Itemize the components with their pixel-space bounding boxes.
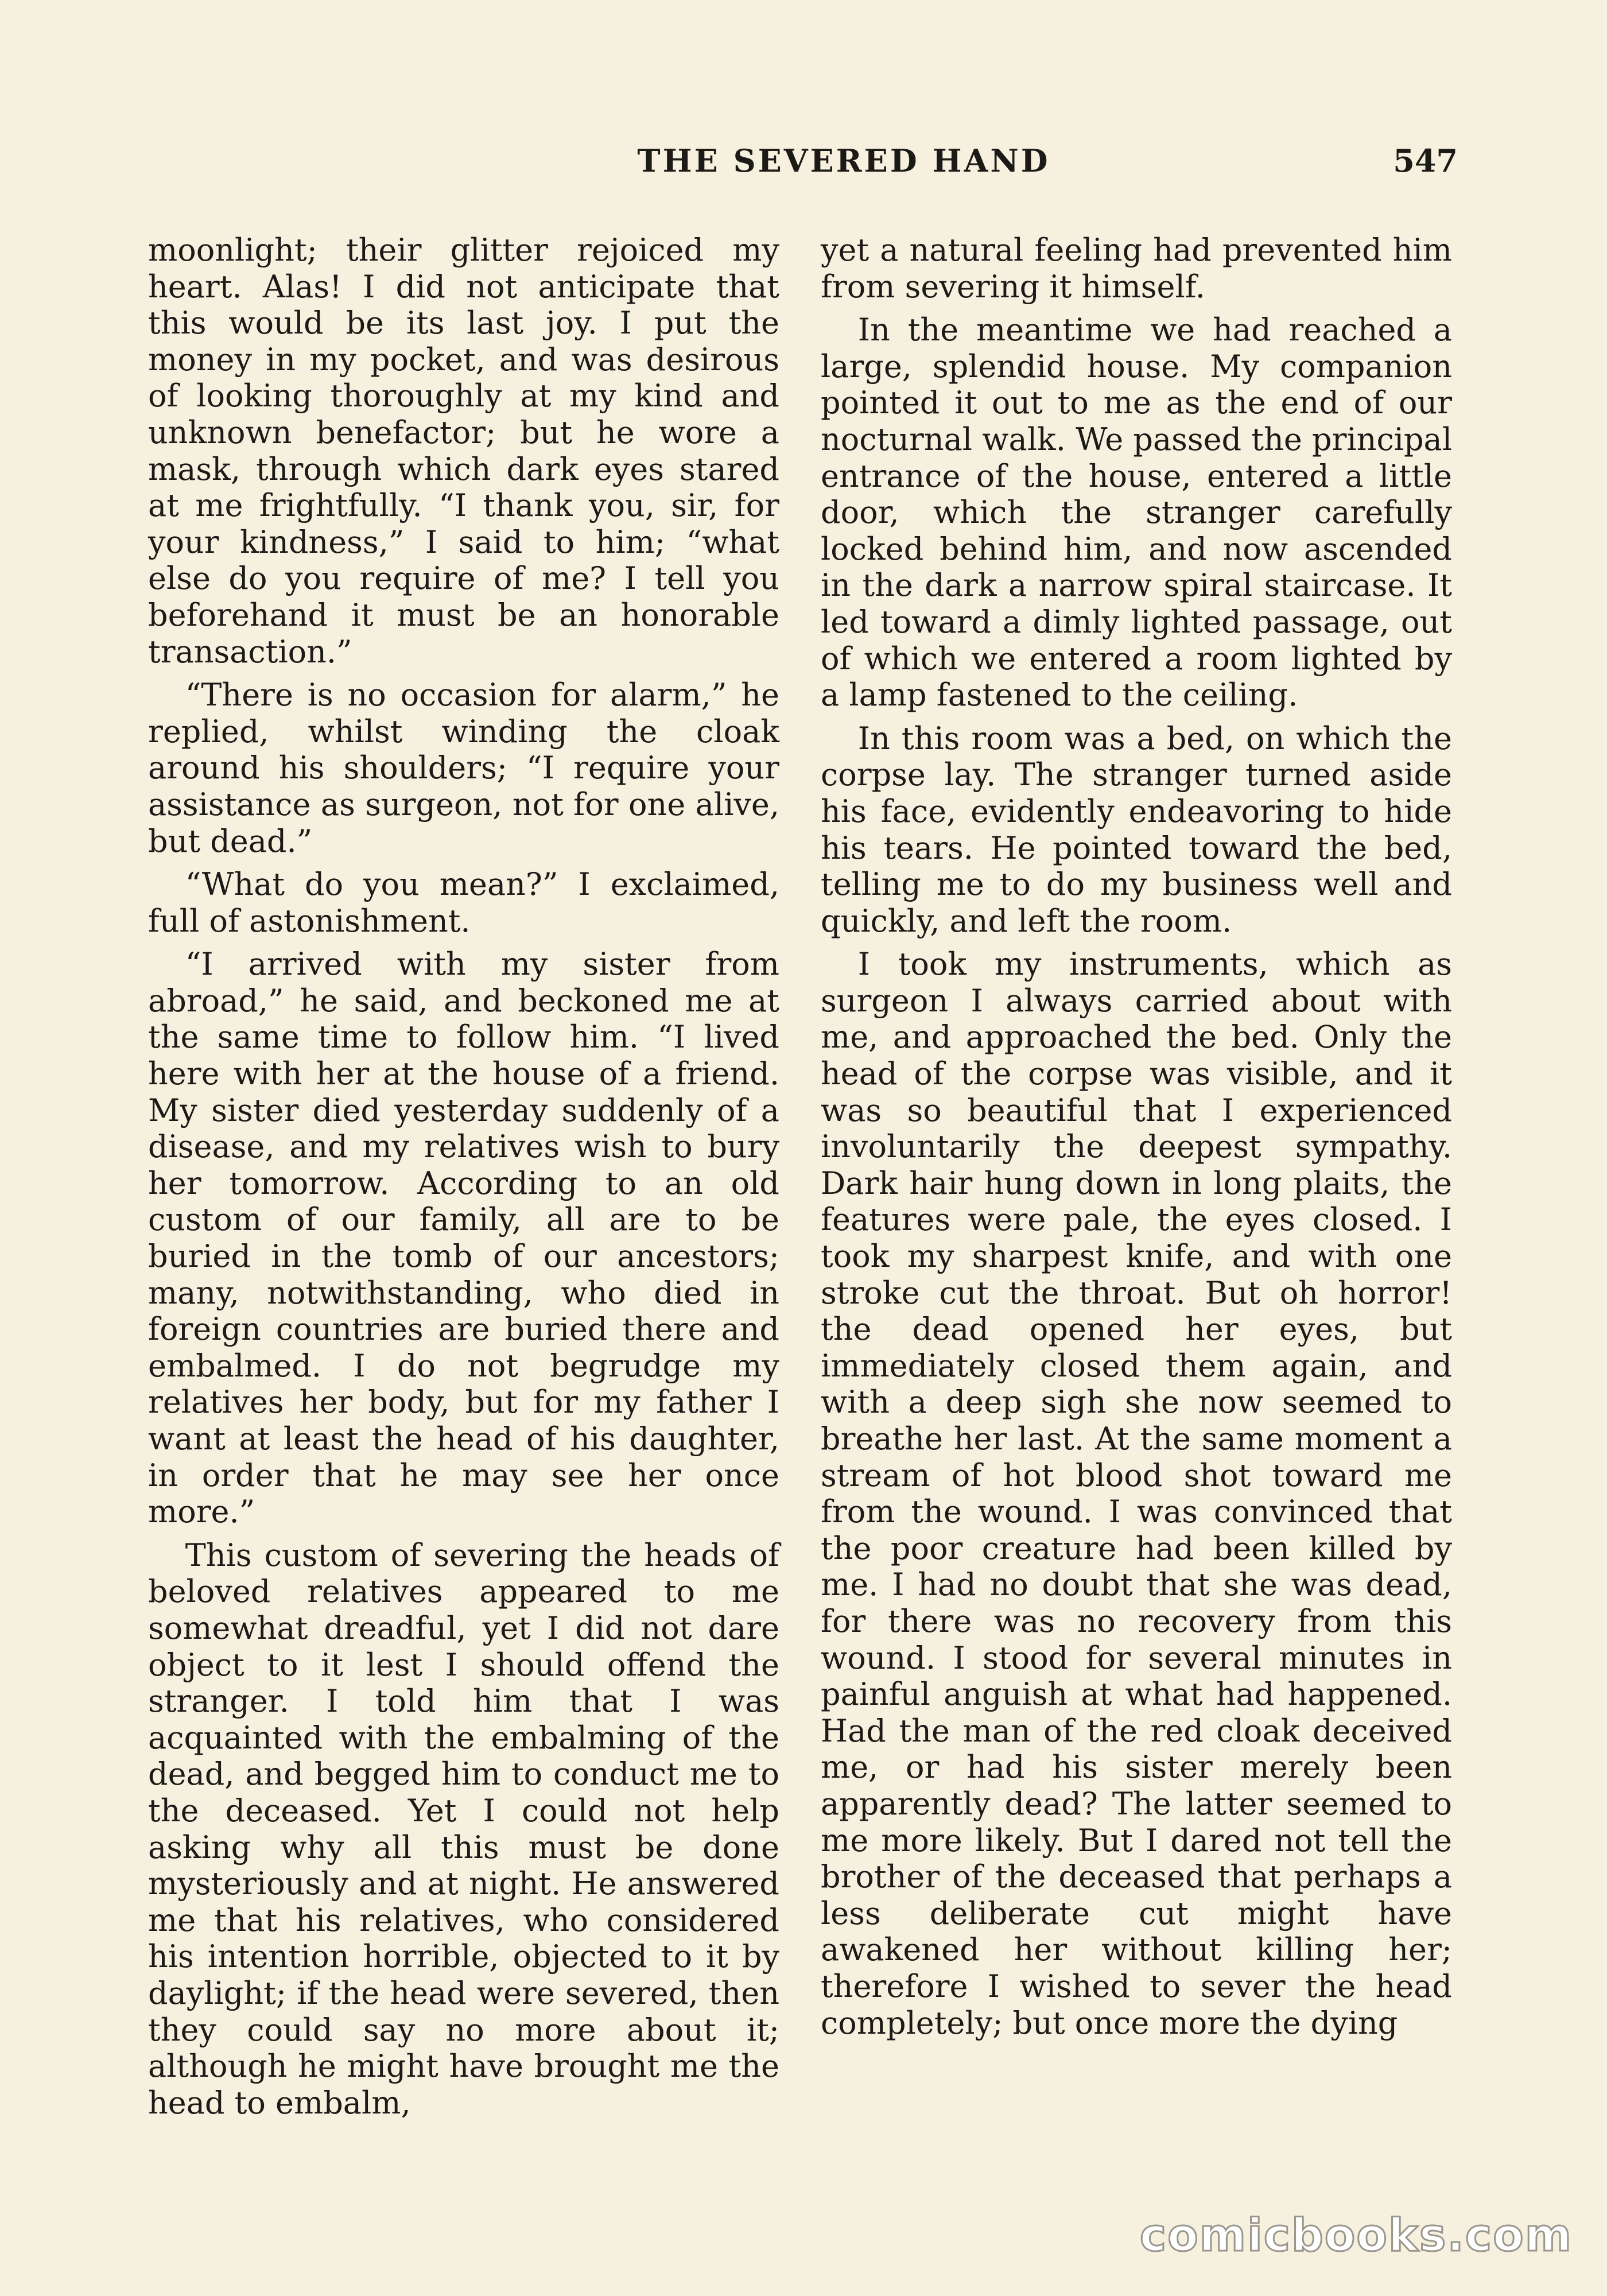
right-column [821,232,1452,2048]
running-title: THE SEVERED HAND [637,142,1050,179]
paragraph: moonlight; their glitter rejoiced my heart. Alas! I did not anticipate that this would be its last joy. I put the money in my pocket, and was desirous of looking thoroughly at my kind and unknown benefactor; but he wore a mask, through which dark eyes stared at me frightfully. “I thank you, sir, for your kindness,” I said to him; “what else do you require of me? I tell you beforehand it must be an honorable transaction.” [148,232,779,670]
paragraph: In the meantime we had reached a large, splendid house. My companion pointed it out to me as the end of our nocturnal walk. We passed the principal entrance of the house, entered a little door, which the stranger carefully locked behind him, and now ascended in the dark a narrow spiral staircase. It led toward a dimly lighted passage, out of which we entered a room lighted by a lamp fastened to the ceiling. [821,312,1452,713]
paragraph: I took my instruments, which as surgeon I always carried about with me, and approached the bed. Only the head of the corpse was visible, and it was so beautiful that I experienced involuntarily the deepest sympathy. Dark hair hung down in long plaits, the features were pale, the eyes closed. I took my sharpest knife, and with one stroke cut the throat. But oh horror! the dead opened her eyes, but immediately closed them again, and with a deep sigh she now seemed to breathe her last. At the same moment a stream of hot blood shot toward me from the wound. I was convinced that the poor creature had been killed by me. I had no doubt that she was dead, for there was no recovery from this wound. I stood for several minutes in painful anguish at what had happened. Had the man of the red cloak deceived me, or had his sister merely been apparently dead? The latter seemed to me more likely. But I dared not tell the brother of the deceased that perhaps a less deliberate cut might have awakened her without killing her; therefore I wished to sever the head completely; but once more the dying [821,946,1452,2041]
watermark-logo: comicbooks.com [1139,2210,1573,2262]
paragraph: yet a natural feeling had prevented him from severing it himself. [821,232,1452,305]
paragraph: In this room was a bed, on which the corpse lay. The stranger turned aside his face, evidently endeavoring to hide his tears. He pointed toward the bed, telling me to do my business well and quickly, and left the room. [821,720,1452,939]
paragraph: This custom of severing the heads of beloved relatives appeared to me somewhat dreadful, yet I did not dare object to it lest I should offend the stranger. I told him that I was acquainted with the embalming of the dead, and begged him to conduct me to the deceased. Yet I could not help asking why all this must be done mysteriously and at night. He answered me that his relatives, who considered his intention horrible, objected to it by daylight; if the head were severed, then they could say no more about it; although he might have brought me the head to embalm, [148,1537,779,2121]
left-column [148,232,779,2128]
paragraph: “What do you mean?” I exclaimed, full of astonishment. [148,866,779,939]
paragraph: “I arrived with my sister from abroad,” he said, and beckoned me at the same time to follow him. “I lived here with her at the house of a friend. My sister died yesterday suddenly of a disease, and my relatives wish to bury her tomorrow. According to an old custom of our family, all are to be buried in the tomb of our ancestors; many, notwithstanding, who died in foreign countries are buried there and embalmed. I do not begrudge my relatives her body, but for my father I want at least the head of his daughter, in order that he may see her once more.” [148,946,779,1530]
paragraph: “There is no occasion for alarm,” he replied, whilst winding the cloak around his shoulders; “I require your assistance as surgeon, not for one alive, but dead.” [148,677,779,859]
page-header [149,142,1458,194]
page-number: 547 [1393,142,1458,179]
